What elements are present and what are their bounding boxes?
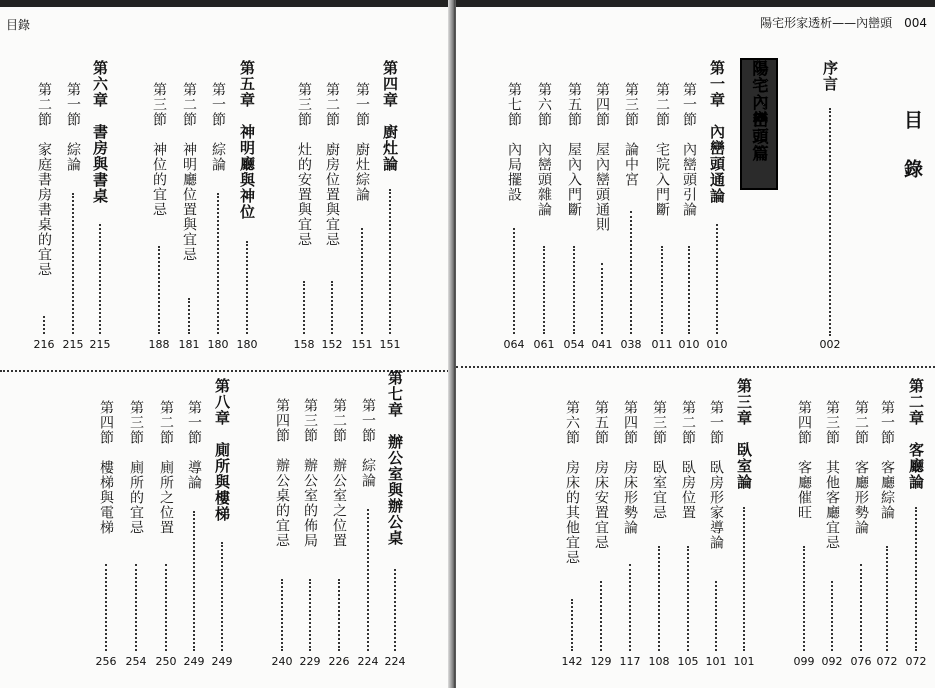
section-title: 第六節 房床的其他宜忌 [564,400,580,565]
page-number: 254 [125,655,147,668]
leader-dots [246,241,248,334]
page-number: 108 [648,655,670,668]
section-title: 第三節 其他客廳宜忌 [824,400,840,550]
leader-dots [715,581,717,651]
page-number: 101 [705,655,727,668]
page-number: 064 [503,338,525,351]
page-number: 038 [620,338,642,351]
page-number: 158 [293,338,315,351]
section-title: 第二節 臥房位置 [680,400,696,520]
section-title: 第二節 家庭書房書桌的宜忌 [36,82,52,277]
leader-dots [303,281,305,335]
leader-dots [601,263,603,334]
page-number: 151 [379,338,401,351]
chapter-title: 第一章 內巒頭通論 [708,60,726,204]
leader-dots [600,581,602,651]
leader-dots [543,246,545,335]
page-number: 226 [328,655,350,668]
section-title: 第五節 房床安置宜忌 [593,400,609,550]
leader-dots [743,507,745,652]
leader-dots [331,281,333,335]
leader-dots [389,189,391,335]
page-number: 152 [321,338,343,351]
toc-heading: 目錄 [901,110,923,208]
page-number: 142 [561,655,583,668]
page-number: 224 [384,655,406,668]
page-number: 224 [357,655,379,668]
section-title: 第二節 客廳形勢論 [853,400,869,535]
right-running-header: 陽宅形家透析——內巒頭 004 [760,16,927,30]
page-number: 215 [89,338,111,351]
page-number: 105 [677,655,699,668]
leader-dots [915,507,917,652]
section-title: 第一節 內巒頭引論 [681,82,697,217]
leader-dots [716,224,718,335]
page-number: 249 [183,655,205,668]
leader-dots [99,224,101,335]
section-title: 第三節 灶的安置與宜忌 [296,82,312,247]
page-number: 002 [819,338,841,351]
chapter-title: 第二章 客廳論 [907,378,925,490]
leader-dots [158,246,160,335]
leader-dots [573,246,575,335]
leader-dots [829,108,831,336]
page-number: 151 [351,338,373,351]
leader-dots [394,569,396,652]
leader-dots [193,511,195,651]
leader-dots [43,316,45,335]
section-title: 第三節 廁所的宜忌 [128,400,144,535]
chapter-title: 第五章 神明廳與神位 [238,60,256,220]
section-title: 第四節 辦公桌的宜忌 [274,398,290,548]
leader-dots [661,246,663,335]
page-number: 256 [95,655,117,668]
page-number: 216 [33,338,55,351]
page-number: 099 [793,655,815,668]
page-number: 101 [733,655,755,668]
page-number: 249 [211,655,233,668]
leader-dots [361,228,363,334]
section-title: 第三節 辦公室的佈局 [302,398,318,548]
leader-dots [165,564,167,652]
leader-dots [105,564,107,652]
page-edge [456,0,935,7]
section-title: 第七節 內局擺設 [506,82,522,202]
section-title: 第一節 廚灶綜論 [354,82,370,202]
section-title: 第一節 綜論 [360,398,376,488]
leader-dots [281,579,283,651]
page-number: 072 [905,655,927,668]
page-number: 092 [821,655,843,668]
dotted-divider [456,366,935,368]
page-number: 229 [299,655,321,668]
chapter-title: 第三章 臥室論 [735,378,753,490]
preface-label: 序言 [821,60,839,92]
leader-dots [629,564,631,652]
leader-dots [658,546,660,651]
chapter-title: 第四章 廚灶論 [381,60,399,172]
section-title: 第五節 屋內入門斷 [566,82,582,217]
leader-dots [338,579,340,651]
section-title: 第四節 房床形勢論 [622,400,638,535]
page-number: 010 [678,338,700,351]
page-number: 188 [148,338,170,351]
page-number: 010 [706,338,728,351]
section-title: 第六節 內巒頭雜論 [536,82,552,217]
section-title: 第一節 綜論 [65,82,81,172]
page-number: 215 [62,338,84,351]
section-title: 第四節 客廳催旺 [796,400,812,520]
leader-dots [831,581,833,651]
leader-dots [72,193,74,334]
leader-dots [886,546,888,651]
section-banner [740,58,778,190]
section-title: 第二節 廁所之位置 [158,400,174,535]
section-title: 第四節 樓梯與電梯 [98,400,114,535]
leader-dots [571,599,573,652]
page-number: 072 [876,655,898,668]
leader-dots [135,564,137,652]
page-number: 061 [533,338,555,351]
page-number: 054 [563,338,585,351]
section-title: 第四節 屋內巒頭通則 [594,82,610,232]
page-edge [0,0,452,7]
leader-dots [860,564,862,652]
section-title: 第三節 神位的宜忌 [151,82,167,217]
page-number: 180 [236,338,258,351]
page-number: 240 [271,655,293,668]
page-number: 181 [178,338,200,351]
section-title: 第二節 宅院入門斷 [654,82,670,217]
leader-dots [188,298,190,334]
section-title: 第一節 客廳綜論 [879,400,895,520]
section-title: 第二節 辦公室之位置 [331,398,347,548]
leader-dots [803,546,805,651]
page-number: 129 [590,655,612,668]
left-running-header: 目錄 [6,18,31,32]
chapter-title: 第六章 書房與書桌 [91,60,109,204]
section-title: 第二節 神明廳位置與宜忌 [181,82,197,262]
section-title: 第三節 論中宮 [623,82,639,187]
leader-dots [221,542,223,652]
leader-dots [309,579,311,651]
page-number: 250 [155,655,177,668]
section-title: 第一節 綜論 [210,82,226,172]
leader-dots [513,228,515,334]
leader-dots [630,211,632,335]
leader-dots [367,509,369,651]
section-title: 第一節 臥房形家導論 [708,400,724,550]
chapter-title: 第七章 辦公室與辦公桌 [386,370,404,546]
section-banner-text: 陽宅內巒頭篇 [750,60,769,162]
section-title: 第二節 廚房位置與宜忌 [324,82,340,247]
leader-dots [687,546,689,651]
page-number: 180 [207,338,229,351]
leader-dots [217,193,219,334]
page-number: 117 [619,655,641,668]
page-number: 076 [850,655,872,668]
section-title: 第一節 導論 [186,400,202,490]
page-number: 011 [651,338,673,351]
chapter-title: 第八章 廁所與樓梯 [213,378,231,522]
page-number: 041 [591,338,613,351]
section-title: 第三節 臥室宜忌 [651,400,667,520]
leader-dots [688,246,690,335]
